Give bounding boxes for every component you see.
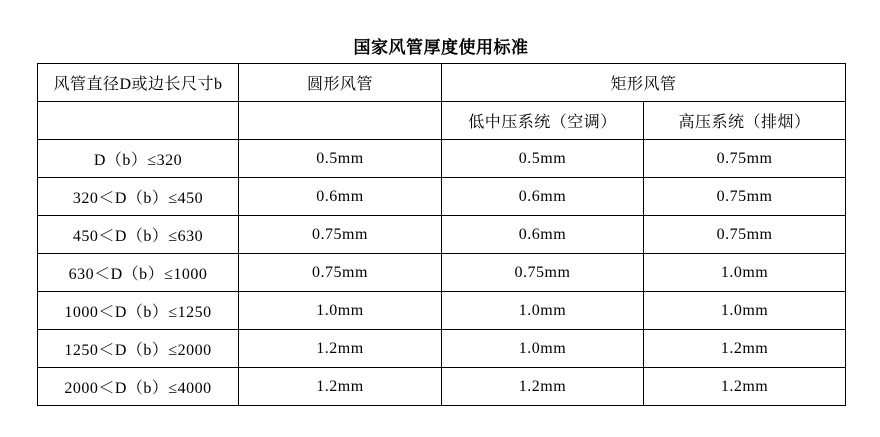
- table-row: [38, 178, 846, 216]
- header-size: 风管直径D或边长尺寸b: [38, 64, 239, 102]
- cell-high: 1.0mm: [644, 254, 846, 292]
- table-row: [38, 254, 846, 292]
- cell-round: 1.2mm: [239, 330, 442, 368]
- cell-high: 0.75mm: [644, 178, 846, 216]
- cell-range: 1250＜D（b）≤2000: [38, 330, 239, 368]
- cell-low-mid: 0.75mm: [442, 254, 644, 292]
- cell-high: 1.2mm: [644, 368, 846, 406]
- subheader-empty-1: [38, 102, 239, 140]
- cell-range: 1000＜D（b）≤1250: [38, 292, 239, 330]
- cell-low-mid: 0.6mm: [442, 216, 644, 254]
- header-rect-duct: 矩形风管: [442, 64, 846, 102]
- cell-round: 1.0mm: [239, 292, 442, 330]
- cell-round: 0.75mm: [239, 254, 442, 292]
- subheader-empty-2: [239, 102, 442, 140]
- cell-round: 0.6mm: [239, 178, 442, 216]
- cell-low-mid: 0.6mm: [442, 178, 644, 216]
- subheader-row: [38, 102, 846, 140]
- table-row: [38, 330, 846, 368]
- cell-range: D（b）≤320: [38, 140, 239, 178]
- duct-thickness-table: [37, 63, 846, 406]
- cell-round: 1.2mm: [239, 368, 442, 406]
- cell-round: 0.5mm: [239, 140, 442, 178]
- cell-round: 0.75mm: [239, 216, 442, 254]
- cell-low-mid: 0.5mm: [442, 140, 644, 178]
- header-row: [38, 64, 846, 102]
- cell-low-mid: 1.0mm: [442, 292, 644, 330]
- cell-high: 1.0mm: [644, 292, 846, 330]
- subheader-low-mid-pressure: 低中压系统（空调）: [442, 102, 644, 140]
- cell-range: 320＜D（b）≤450: [38, 178, 239, 216]
- cell-high: 0.75mm: [644, 140, 846, 178]
- cell-low-mid: 1.0mm: [442, 330, 644, 368]
- table-title: 国家风管厚度使用标准: [353, 38, 529, 57]
- header-round-duct: 圆形风管: [239, 64, 442, 102]
- cell-low-mid: 1.2mm: [442, 368, 644, 406]
- table-row: [38, 292, 846, 330]
- cell-range: 2000＜D（b）≤4000: [38, 368, 239, 406]
- subheader-high-pressure: 高压系统（排烟）: [644, 102, 846, 140]
- cell-high: 1.2mm: [644, 330, 846, 368]
- cell-range: 630＜D（b）≤1000: [38, 254, 239, 292]
- cell-high: 0.75mm: [644, 216, 846, 254]
- cell-range: 450＜D（b）≤630: [38, 216, 239, 254]
- table-row: [38, 140, 846, 178]
- table-row: [38, 216, 846, 254]
- table-row: [38, 368, 846, 406]
